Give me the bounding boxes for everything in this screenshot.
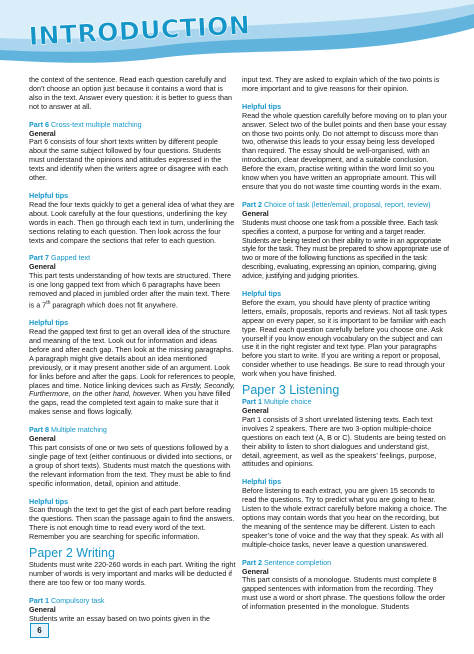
paper3-part1-tips-heading: Helpful tips (242, 477, 282, 487)
part6-tips: Read the four texts quickly to get a general idea of what they are about. Look carefully at the four questions, underlining the key words in each. Then go through each text in turn, underlining the sections relating to each question. Then look across the four texts and compare the sections that refer to each question. (29, 199, 235, 245)
part6-body: Part 6 consists of four short texts written by different people about the same subject followed by four questions. Students must understand the opinions and attitudes expressed in the texts and identify when the writers agree or disagree with each other. (29, 137, 228, 183)
part8-general-heading: General (29, 434, 56, 444)
part7-general-heading: General (29, 262, 56, 272)
paper2-body: Students must write 220-260 words in each part. Writing the right number of words is very important and marks will be deducted if there are too few or too many words. (29, 560, 236, 587)
part7-heading: Part 7 Gapped text (29, 253, 91, 263)
part8-heading: Part 8 Multiple matching (29, 425, 107, 435)
paper3-part2-heading: Part 2 Sentence completion (242, 557, 332, 567)
paper2-part1-body: Students write an essay based on two points given in the (29, 613, 210, 623)
page-number: 6 (30, 623, 49, 638)
paper3-part1-body: Part 1 consists of 3 short unrelated listening texts. Each text involves 2 speakers. There are two 3-option multiple-choice questions on each text (A, B or C). Students are being tested on their ability to listen to short dialogues and understand gist, detail, agreement, as well as the speakers’ feelings, purpose, attitudes and opinions. (242, 414, 446, 469)
paper3-part1-tips: Before listening to each extract, you are given 15 seconds to read the questions. Try to predict what you are going to hear. Listen to the whole extract carefully before making a choice. The options may contain words that you hear on the recording, but the meaning of the sentence may be different. Listen to each speaker’s tone of voice and the way that they speak. As with all multiple-choice tasks, never leave a question unanswered. (242, 486, 447, 549)
paper3-part2-general-heading: General (242, 566, 269, 576)
paper2-part2-tips: Before the exam, you should have plenty of practice writing letters, emails, proposals, reports and reviews. Not all task types appear on every paper, so it is important to be familiar with each type. Read each question carefully before you choose one. Ask yourself if you know enough vocabulary on the subject and can use it in the right register and text type. Plan your paragraphs before you start to write. If you are writing a report or proposal, consider whether to use headings. Be sure to read through your work when you have finished. (242, 297, 447, 379)
page-title: INTRODUCTION (28, 10, 251, 51)
left-column (29, 76, 237, 624)
part7-body: This part tests understanding of how texts are structured. There is one long gapped text from which 6 paragraphs have been removed and placed in jumbled order after the main text. There is a 7th paragraph which does not fit anywhere. (29, 271, 232, 310)
right-intro-text: input text. They are asked to explain which of the two points is more important and to give reasons for their opinion. (242, 75, 440, 93)
part6-heading: Part 6 Cross-text multiple matching (29, 119, 142, 129)
part6-tips-heading: Helpful tips (29, 190, 69, 200)
part7-tips: Read the gapped text first to get an overall idea of the structure and meaning of the text. Look out for information and ideas before and after each gap. Then look at the missing paragraphs. A paragraph might give details about an idea mentioned previously, or it may present another side of an argument. Look for links before and after the gaps. Look for references to people, places and time. Notice linking devices such as Firstly, Secondly, Furthermore, on the other hand, however. When you have filled the gaps, read the completed text again to make sure that it makes sense and flows logically. (29, 327, 236, 417)
right-column (242, 76, 450, 612)
paper3-heading: Paper 3 Listening (242, 383, 340, 398)
paper3-part2-body: This part consists of a monologue. Students must complete 8 gapped sentences with information from the recording. They must use a word or short phrase. The questions follow the order of information presented in the monologue. Students (242, 575, 446, 612)
left-intro-text: the context of the sentence. Read each question carefully and don’t choose an option just because it contains a word that is also in the text. Answer every question: it is better to guess than not to answer at all. (29, 75, 232, 111)
paper2-part2-general-heading: General (242, 208, 269, 218)
paper2-part1-tips-heading: Helpful tips (242, 101, 282, 111)
part8-tips: Scan through the text to get the gist of each part before reading the questions. Then scan the passage again to find the answers. There is not enough time to read every word of the text. Remember you are searching for specific information. (29, 505, 235, 542)
part6-general-heading: General (29, 128, 56, 138)
paper2-part2-tips-heading: Helpful tips (242, 289, 282, 299)
part7-tips-heading: Helpful tips (29, 318, 69, 328)
paper2-part2-heading: Part 2 Choice of task (letter/email, proposal, report, review) (242, 199, 431, 209)
part8-body: This part consists of one or two sets of questions followed by a single page of text (either continuous or divided into sections, or a group of short texts). Students must match the questions with the relevant information from the text. They must be able to find specific information, detail, opinion and attitude. (29, 443, 232, 488)
paper2-part1-general-heading: General (29, 604, 56, 614)
paper3-part1-general-heading: General (242, 406, 269, 415)
paper2-heading: Paper 2 Writing (29, 546, 115, 561)
paper2-part1-tips: Read the whole question carefully before moving on to plan your answer. Select two of the bullet points and then base your essay on those two points only. Do not attempt to discuss more than two, otherwise this leads to your essay being less developed than required. The essay should be well-organised, with an introduction, clear development, and a suitable conclusion. Before the exam, practise writing within the word limit so you know when you have written an appropriate amount. This will ensure that you do not waste time counting words in the exam. (242, 110, 447, 191)
paper2-part2-body: Students must choose one task from a possible three. Each task specifies a context, a purpose for writing and a target reader. Students are being tested on their ability to write in an appropriate style for the task. They must be prepared to show appropriate use of two or more of the following functions as specified in the task: describing, evaluating, expressing an opinion, comparing, giving advice, justifying and judging priorities. (242, 217, 450, 281)
paper2-part1-heading: Part 1 Compulsory task (29, 595, 105, 605)
paper3-part1-heading: Part 1 Multiple choice (242, 397, 312, 407)
part8-tips-heading: Helpful tips (29, 496, 69, 506)
